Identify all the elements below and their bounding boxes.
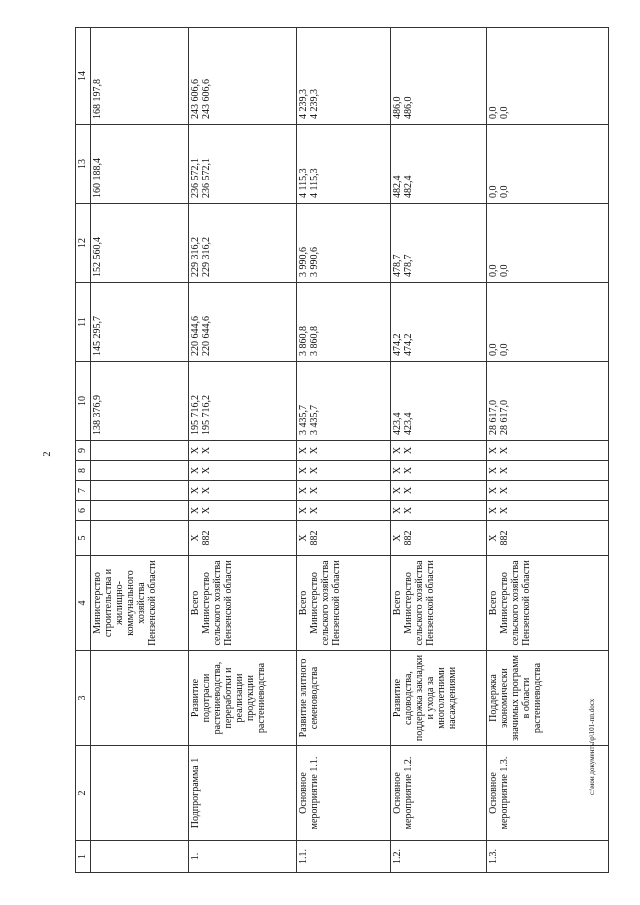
cell-status: Основное мероприятие 1.3.: [487, 746, 609, 841]
cell-vr: [91, 441, 189, 461]
cell-executor: Министерство строительства и жилищно-коммунального хозяйства Пензенской области: [91, 556, 189, 651]
cell-value: Х: [201, 466, 212, 475]
column-header: 3: [76, 651, 91, 746]
cell-vr: [297, 441, 391, 461]
cell-value: Х: [392, 466, 403, 475]
cell-value: Х: [190, 466, 201, 475]
column-header: 7: [76, 481, 91, 501]
cell-value: 220 644,6: [190, 316, 201, 356]
cell-csr: [487, 461, 609, 481]
cell-vr: [487, 441, 609, 461]
file-path-footer: c:\мои документы\р\101-пп.docx: [588, 698, 596, 795]
cell-number: 1.: [189, 841, 297, 873]
cell-value: Х: [309, 506, 320, 515]
table-row: [391, 28, 487, 873]
executor-total: Всего: [392, 590, 403, 616]
cell-value: Х: [190, 534, 201, 542]
cell-value: 3 435,7: [309, 405, 320, 435]
cell-year-5: [189, 28, 297, 125]
cell-value: 0,0: [488, 106, 499, 119]
cell-rz: [391, 501, 487, 521]
cell-year-4: [391, 125, 487, 204]
cell-value: 486,0: [403, 96, 414, 119]
column-header: 14: [76, 28, 91, 125]
cell-year-1: 138 376,9: [91, 362, 189, 441]
cell-value: 478,7: [392, 254, 403, 277]
cell-value: Х: [499, 466, 510, 475]
cell-year-4: [487, 125, 609, 204]
cell-value: 474,2: [403, 333, 414, 356]
cell-value: 3 860,8: [298, 326, 309, 356]
cell-csr: [391, 461, 487, 481]
cell-value: Х: [298, 534, 309, 542]
cell-value: Х: [309, 446, 320, 455]
column-header: 6: [76, 501, 91, 521]
cell-value: Х: [309, 466, 320, 475]
cell-value: Х: [403, 466, 414, 475]
cell-value: 236 572,1: [190, 158, 201, 198]
column-header: 1: [76, 841, 91, 873]
cell-status: Основное мероприятие 1.1.: [297, 746, 391, 841]
cell-year-4: 160 188,4: [91, 125, 189, 204]
cell-year-3: [297, 204, 391, 283]
cell-value: Х: [392, 506, 403, 515]
cell-value: 4 115,3: [309, 168, 320, 198]
cell-value: 0,0: [499, 185, 510, 198]
column-header: 9: [76, 441, 91, 461]
cell-year-2: 145 295,7: [91, 283, 189, 362]
executor-ministry: Министерство сельского хозяйства Пензенской области: [309, 560, 342, 646]
cell-value: 0,0: [488, 343, 499, 356]
cell-value: Х: [201, 486, 212, 495]
cell-year-5: [487, 28, 609, 125]
cell-vr: [189, 441, 297, 461]
cell-value: 478,7: [403, 254, 414, 277]
cell-value: Х: [298, 466, 309, 475]
cell-value: 28 617,0: [499, 400, 510, 435]
cell-year-2: [487, 283, 609, 362]
cell-value: Х: [488, 466, 499, 475]
cell-value: 4 239,3: [298, 89, 309, 119]
cell-value: Х: [403, 486, 414, 495]
cell-value: 0,0: [499, 264, 510, 277]
column-header: 4: [76, 556, 91, 651]
cell-grbs: [91, 521, 189, 556]
cell-value: 482,4: [392, 175, 403, 198]
cell-number: 1.2.: [391, 841, 487, 873]
cell-value: Х: [298, 486, 309, 495]
cell-year-3: 152 560,4: [91, 204, 189, 283]
cell-value: Х: [309, 486, 320, 495]
cell-value: Х: [201, 446, 212, 455]
cell-grbs: [189, 521, 297, 556]
cell-year-1: [487, 362, 609, 441]
cell-csr: [91, 461, 189, 481]
cell-value: Х: [392, 446, 403, 455]
cell-name: Развитие садоводства, поддержка закладки и ухода за многолетними насаждениями: [391, 651, 487, 746]
cell-year-4: [189, 125, 297, 204]
cell-year-2: [391, 283, 487, 362]
cell-value: 882: [499, 530, 510, 546]
cell-value: 243 606,6: [201, 79, 212, 119]
cell-value: 220 644,6: [201, 316, 212, 356]
cell-pr: [91, 481, 189, 501]
cell-value: Х: [392, 486, 403, 495]
cell-status: [91, 746, 189, 841]
cell-value: Х: [488, 506, 499, 515]
cell-rz: [189, 501, 297, 521]
cell-number: [91, 841, 189, 873]
cell-value: 474,2: [392, 333, 403, 356]
cell-vr: [391, 441, 487, 461]
cell-pr: [391, 481, 487, 501]
cell-value: 4 239,3: [309, 89, 320, 119]
cell-value: 486,0: [392, 96, 403, 119]
cell-value: 3 435,7: [298, 405, 309, 435]
executor-ministry: Министерство сельского хозяйства Пензенской области: [201, 560, 234, 646]
column-header: 8: [76, 461, 91, 481]
cell-value: Х: [499, 506, 510, 515]
executor-ministry: Министерство сельского хозяйства Пензенской области: [499, 560, 532, 646]
cell-value: Х: [403, 446, 414, 455]
cell-value: 882: [403, 530, 414, 546]
cell-value: 236 572,1: [201, 158, 212, 198]
cell-value: 0,0: [488, 264, 499, 277]
column-header: 10: [76, 362, 91, 441]
table-row: [91, 28, 189, 873]
cell-executor: [297, 556, 391, 651]
program-funding-table: [75, 27, 609, 873]
cell-pr: [297, 481, 391, 501]
cell-value: 482,4: [403, 175, 414, 198]
cell-executor: [189, 556, 297, 651]
table-row: [189, 28, 297, 873]
cell-value: 423,4: [392, 412, 403, 435]
cell-value: 423,4: [403, 412, 414, 435]
cell-name: Развитие элитного семеноводства: [297, 651, 391, 746]
cell-year-2: [297, 283, 391, 362]
table-row: [297, 28, 391, 873]
cell-year-5: [391, 28, 487, 125]
cell-year-5: [297, 28, 391, 125]
cell-status: Подпрограмма 1: [189, 746, 297, 841]
cell-value: Х: [190, 486, 201, 495]
cell-rz: [297, 501, 391, 521]
cell-value: 3 990,6: [298, 247, 309, 277]
cell-number: 1.1.: [297, 841, 391, 873]
cell-year-4: [297, 125, 391, 204]
cell-executor: [391, 556, 487, 651]
cell-value: 4 115,3: [298, 168, 309, 198]
column-header: 11: [76, 283, 91, 362]
cell-value: 3 990,6: [309, 247, 320, 277]
cell-value: 229 316,2: [190, 237, 201, 277]
page-number: 2: [42, 451, 53, 457]
cell-value: Х: [488, 446, 499, 455]
cell-value: 229 316,2: [201, 237, 212, 277]
cell-value: Х: [298, 446, 309, 455]
cell-value: Х: [499, 486, 510, 495]
cell-value: Х: [488, 486, 499, 495]
cell-value: 3 860,8: [309, 326, 320, 356]
column-header: 5: [76, 521, 91, 556]
cell-value: Х: [499, 446, 510, 455]
cell-value: 195 716,2: [201, 395, 212, 435]
document-table-sheet: [75, 28, 608, 873]
cell-year-3: [391, 204, 487, 283]
cell-csr: [297, 461, 391, 481]
column-header: 12: [76, 204, 91, 283]
column-number-row: [76, 28, 91, 873]
executor-total: Всего: [190, 590, 201, 616]
cell-grbs: [391, 521, 487, 556]
cell-csr: [189, 461, 297, 481]
cell-year-3: [487, 204, 609, 283]
cell-pr: [487, 481, 609, 501]
cell-value: Х: [488, 534, 499, 542]
cell-year-1: [297, 362, 391, 441]
executor-total: Всего: [298, 590, 309, 616]
cell-value: Х: [190, 506, 201, 515]
cell-value: Х: [201, 506, 212, 515]
cell-year-2: [189, 283, 297, 362]
executor-ministry: Министерство сельского хозяйства Пензенской области: [403, 560, 436, 646]
cell-value: 195 716,2: [190, 395, 201, 435]
cell-year-3: [189, 204, 297, 283]
column-header: 13: [76, 125, 91, 204]
cell-status: Основное мероприятие 1.2.: [391, 746, 487, 841]
cell-value: 243 606,6: [190, 79, 201, 119]
cell-value: 882: [309, 530, 320, 546]
cell-number: 1.3.: [487, 841, 609, 873]
cell-year-5: 168 197,8: [91, 28, 189, 125]
cell-rz: [91, 501, 189, 521]
cell-value: 0,0: [499, 343, 510, 356]
column-header: 2: [76, 746, 91, 841]
cell-grbs: [297, 521, 391, 556]
cell-name: [91, 651, 189, 746]
cell-value: 28 617,0: [488, 400, 499, 435]
cell-value: Х: [403, 506, 414, 515]
cell-year-1: [391, 362, 487, 441]
cell-value: 0,0: [499, 106, 510, 119]
cell-year-1: [189, 362, 297, 441]
cell-value: Х: [392, 534, 403, 542]
cell-value: 0,0: [488, 185, 499, 198]
cell-value: 882: [201, 530, 212, 546]
cell-pr: [189, 481, 297, 501]
cell-name: Поддержка экономически значимых программ в области растениеводства: [487, 651, 609, 746]
executor-total: Всего: [488, 590, 499, 616]
cell-value: Х: [190, 446, 201, 455]
cell-value: Х: [298, 506, 309, 515]
cell-name: Развитие подотрасли растениеводства, переработки и реализации продукции растениеводства: [189, 651, 297, 746]
